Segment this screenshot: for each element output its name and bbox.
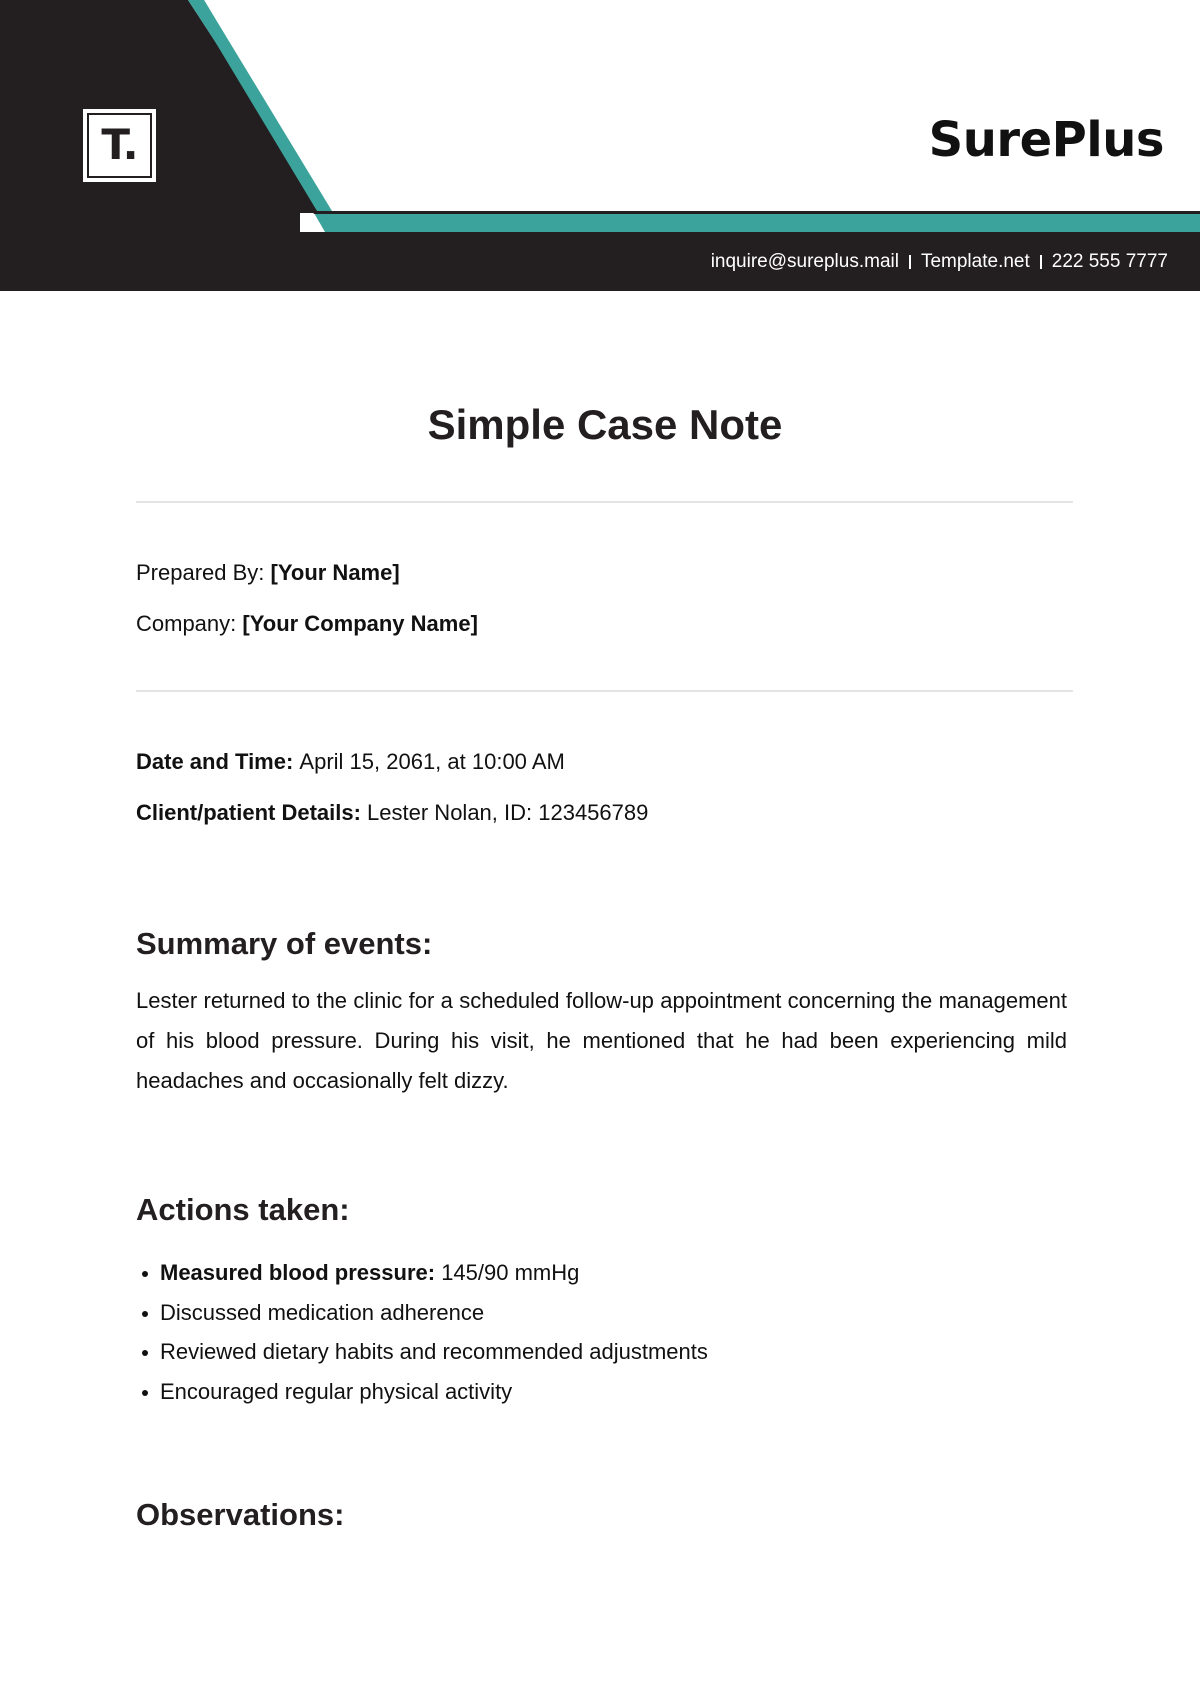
list-item xyxy=(136,1332,708,1372)
client-details-value: Lester Nolan, ID: 123456789 xyxy=(367,800,649,825)
summary-heading: Summary of events: xyxy=(136,926,433,961)
list-item xyxy=(136,1253,708,1293)
list-item xyxy=(136,1293,708,1333)
company-label: Company: xyxy=(136,611,243,636)
brand-name: SurePlus xyxy=(928,112,1164,168)
letterhead xyxy=(0,0,1200,291)
contact-separator xyxy=(1040,255,1042,269)
dark-divider-line xyxy=(312,211,1200,214)
prepared-by-row xyxy=(136,562,400,584)
action-text: Discussed medication adherence xyxy=(160,1299,485,1325)
action-text: Reviewed dietary habits and recommended adjustments xyxy=(160,1339,708,1364)
bullet-icon xyxy=(142,1271,148,1277)
contact-phone[interactable]: 222 555 7777 xyxy=(1051,251,1168,272)
contact-separator xyxy=(909,255,911,269)
divider xyxy=(136,501,1073,503)
contact-website[interactable]: Template.net xyxy=(920,251,1030,272)
prepared-by-value: [Your Name] xyxy=(270,560,400,585)
prepared-by-label: Prepared By: xyxy=(136,560,271,585)
date-time-row xyxy=(136,751,565,773)
date-time-value: April 15, 2061, at 10:00 AM xyxy=(299,749,565,774)
company-row xyxy=(136,613,478,635)
client-details-row xyxy=(136,802,648,824)
teal-horizontal-stripe xyxy=(314,213,1200,232)
template-logo-icon xyxy=(83,109,156,182)
list-item xyxy=(136,1372,708,1412)
client-details-label: Client/patient Details: xyxy=(136,800,368,825)
contact-info xyxy=(711,252,1168,271)
action-text: Encouraged regular physical activity xyxy=(160,1378,513,1404)
actions-list xyxy=(136,1253,708,1411)
document-title: Simple Case Note xyxy=(427,401,783,448)
bullet-icon xyxy=(142,1350,148,1356)
actions-heading: Actions taken: xyxy=(136,1192,350,1227)
bullet-icon xyxy=(142,1390,148,1396)
action-label: Measured blood pressure: xyxy=(160,1260,442,1285)
divider xyxy=(136,690,1073,692)
summary-text: Lester returned to the clinic for a scheduled follow-up appointment concerning the management of his blood pressure. During his visit, he mentioned that he had been experiencing mild headaches and occasionally felt dizzy. xyxy=(136,988,1067,1093)
dark-diagonal-block xyxy=(0,0,327,232)
bullet-icon xyxy=(142,1311,148,1317)
date-time-label: Date and Time: xyxy=(136,749,300,774)
contact-email[interactable]: inquire@sureplus.mail xyxy=(710,251,899,272)
company-value: [Your Company Name] xyxy=(242,611,478,636)
observations-heading: Observations: xyxy=(136,1497,345,1532)
action-text: 145/90 mmHg xyxy=(441,1260,580,1285)
logo-letter: T. xyxy=(101,119,138,169)
